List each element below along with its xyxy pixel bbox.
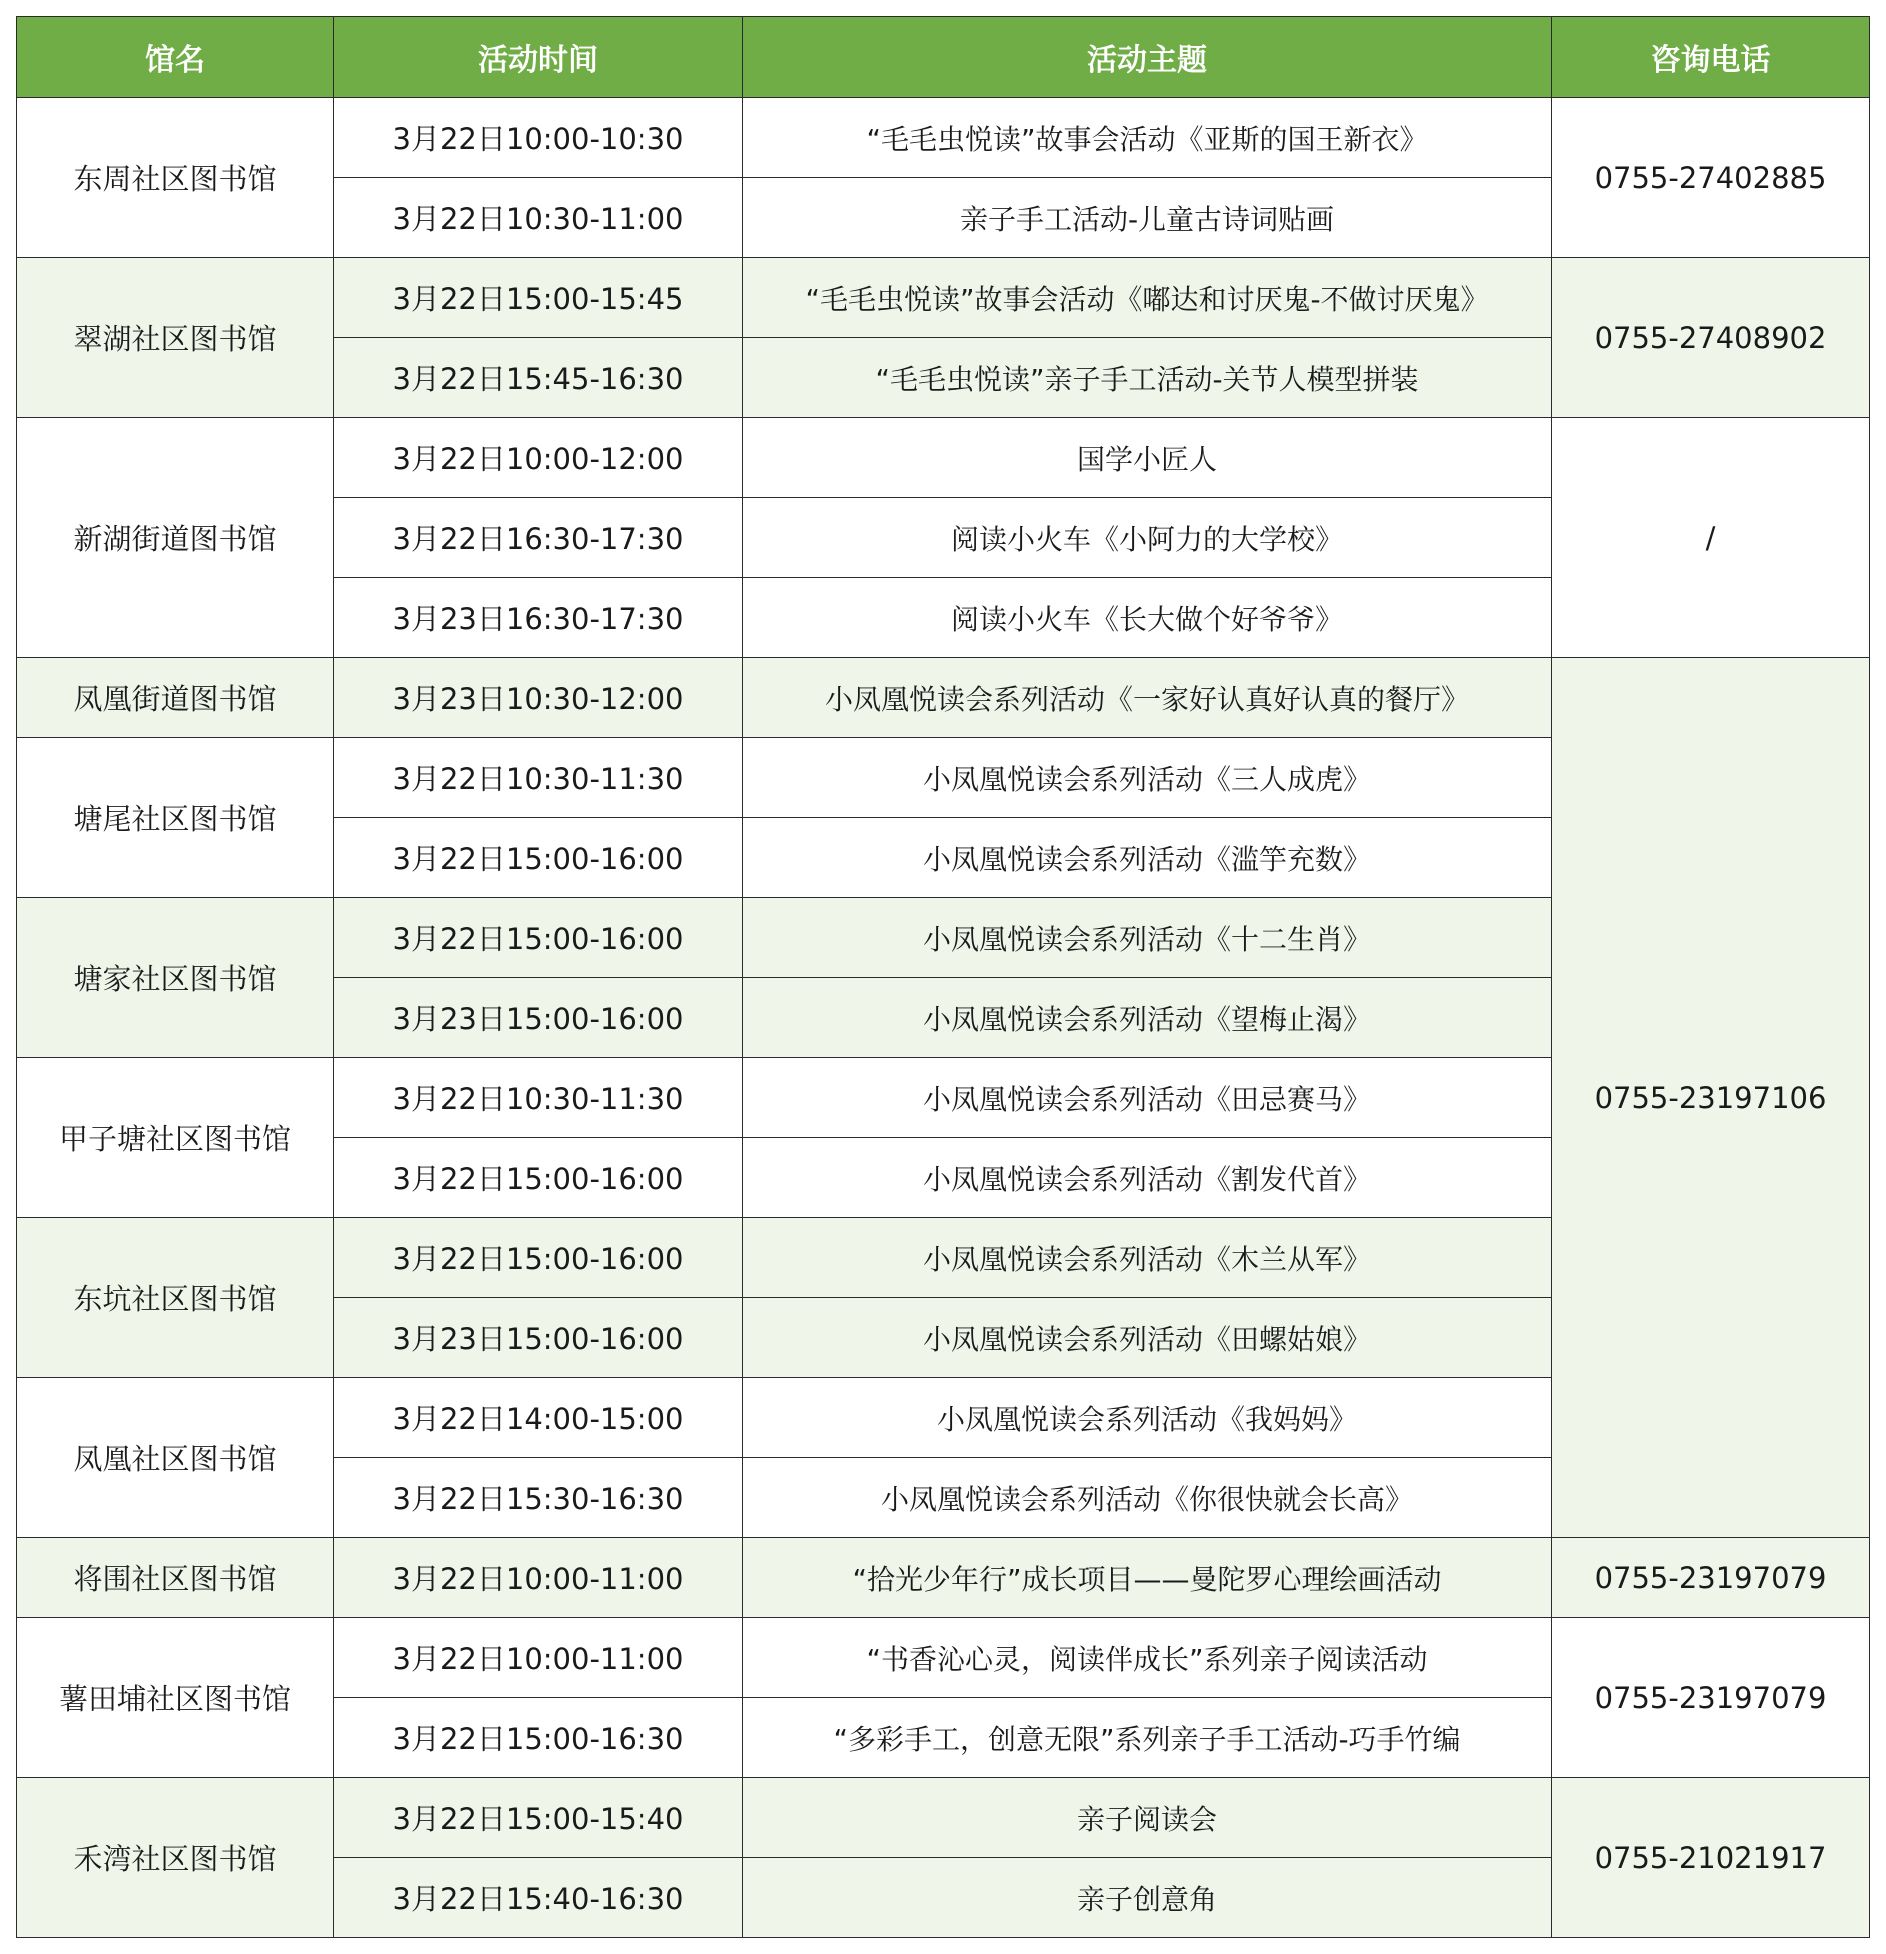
theme-cell: 小凤凰悦读会系列活动《三人成虎》 [743,738,1552,818]
library-name-cell: 甲子塘社区图书馆 [17,1058,334,1218]
theme-cell: “毛毛虫悦读”亲子手工活动-关节人模型拼装 [743,338,1552,418]
table-row [17,1778,1870,1858]
table-row [17,418,1870,498]
header-activity-theme: 活动主题 [743,17,1552,98]
time-cell: 3月23日16:30-17:30 [334,578,743,658]
library-name-cell: 凤凰街道图书馆 [17,658,334,738]
theme-cell: “毛毛虫悦读”故事会活动《嘟达和讨厌鬼-不做讨厌鬼》 [743,258,1552,338]
library-name-cell: 东坑社区图书馆 [17,1218,334,1378]
time-cell: 3月22日15:00-16:00 [334,1218,743,1298]
table-row [17,98,1870,178]
phone-cell: 0755-27408902 [1552,258,1870,418]
phone-cell: 0755-23197079 [1552,1538,1870,1618]
header-phone: 咨询电话 [1552,17,1870,98]
phone-cell: 0755-27402885 [1552,98,1870,258]
table-row [17,258,1870,338]
phone-cell: 0755-23197079 [1552,1618,1870,1778]
library-name-cell: 新湖街道图书馆 [17,418,334,658]
theme-cell: 阅读小火车《长大做个好爷爷》 [743,578,1552,658]
library-name-cell: 翠湖社区图书馆 [17,258,334,418]
library-name-cell: 塘家社区图书馆 [17,898,334,1058]
theme-cell: 小凤凰悦读会系列活动《割发代首》 [743,1138,1552,1218]
time-cell: 3月22日15:00-15:45 [334,258,743,338]
time-cell: 3月22日15:40-16:30 [334,1858,743,1938]
phone-cell: 0755-21021917 [1552,1778,1870,1938]
theme-cell: 小凤凰悦读会系列活动《田螺姑娘》 [743,1298,1552,1378]
theme-cell: “书香沁心灵，阅读伴成长”系列亲子阅读活动 [743,1618,1552,1698]
time-cell: 3月22日10:30-11:00 [334,178,743,258]
time-cell: 3月22日10:00-11:00 [334,1618,743,1698]
header-activity-time: 活动时间 [334,17,743,98]
time-cell: 3月22日15:00-15:40 [334,1778,743,1858]
time-cell: 3月22日10:00-12:00 [334,418,743,498]
library-name-cell: 将围社区图书馆 [17,1538,334,1618]
library-name-cell: 禾湾社区图书馆 [17,1778,334,1938]
header-library-name: 馆名 [17,17,334,98]
time-cell: 3月22日16:30-17:30 [334,498,743,578]
header-row [17,17,1870,98]
table-row [17,1538,1870,1618]
library-name-cell: 薯田埔社区图书馆 [17,1618,334,1778]
phone-cell: / [1552,418,1870,658]
theme-cell: 小凤凰悦读会系列活动《你很快就会长高》 [743,1458,1552,1538]
theme-cell: 亲子创意角 [743,1858,1552,1938]
time-cell: 3月22日15:00-16:00 [334,1138,743,1218]
theme-cell: 小凤凰悦读会系列活动《望梅止渴》 [743,978,1552,1058]
phone-cell: 0755-23197106 [1552,658,1870,1538]
activity-table [16,16,1870,1938]
time-cell: 3月23日15:00-16:00 [334,978,743,1058]
theme-cell: 国学小匠人 [743,418,1552,498]
time-cell: 3月22日10:30-11:30 [334,1058,743,1138]
time-cell: 3月22日10:00-10:30 [334,98,743,178]
theme-cell: “毛毛虫悦读”故事会活动《亚斯的国王新衣》 [743,98,1552,178]
time-cell: 3月22日15:30-16:30 [334,1458,743,1538]
theme-cell: 小凤凰悦读会系列活动《木兰从军》 [743,1218,1552,1298]
time-cell: 3月23日10:30-12:00 [334,658,743,738]
theme-cell: 小凤凰悦读会系列活动《滥竽充数》 [743,818,1552,898]
theme-cell: 阅读小火车《小阿力的大学校》 [743,498,1552,578]
time-cell: 3月22日10:00-11:00 [334,1538,743,1618]
theme-cell: “多彩手工，创意无限”系列亲子手工活动-巧手竹编 [743,1698,1552,1778]
time-cell: 3月22日15:00-16:00 [334,818,743,898]
time-cell: 3月22日15:00-16:00 [334,898,743,978]
table-row [17,658,1870,738]
library-name-cell: 塘尾社区图书馆 [17,738,334,898]
time-cell: 3月22日14:00-15:00 [334,1378,743,1458]
theme-cell: 小凤凰悦读会系列活动《十二生肖》 [743,898,1552,978]
time-cell: 3月22日10:30-11:30 [334,738,743,818]
theme-cell: 亲子阅读会 [743,1778,1552,1858]
library-name-cell: 东周社区图书馆 [17,98,334,258]
time-cell: 3月22日15:00-16:30 [334,1698,743,1778]
library-name-cell: 凤凰社区图书馆 [17,1378,334,1538]
time-cell: 3月22日15:45-16:30 [334,338,743,418]
theme-cell: “拾光少年行”成长项目——曼陀罗心理绘画活动 [743,1538,1552,1618]
theme-cell: 亲子手工活动-儿童古诗词贴画 [743,178,1552,258]
theme-cell: 小凤凰悦读会系列活动《田忌赛马》 [743,1058,1552,1138]
theme-cell: 小凤凰悦读会系列活动《我妈妈》 [743,1378,1552,1458]
table-row [17,1618,1870,1698]
theme-cell: 小凤凰悦读会系列活动《一家好认真好认真的餐厅》 [743,658,1552,738]
time-cell: 3月23日15:00-16:00 [334,1298,743,1378]
